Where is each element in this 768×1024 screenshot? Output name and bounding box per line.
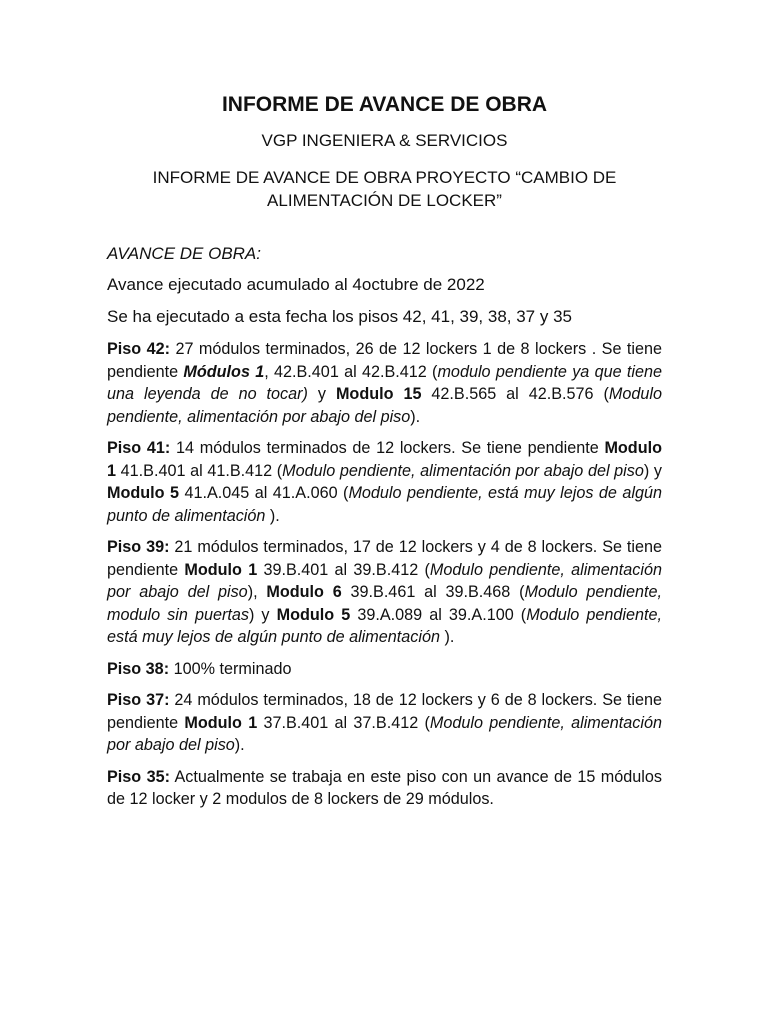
document-subtitle: INFORME DE AVANCE DE OBRA PROYECTO “CAMBIO DE ALIMENTACIÓN DE LOCKER” [152,168,617,210]
floor-39-module-c: Modulo 5 [276,605,351,624]
floor-42-module-b: Modulo 15 [335,385,422,403]
floor-39-module-b: Modulo 6 [266,583,342,601]
floor-37-text: ). [234,736,245,754]
floor-42-module-a: Módulos 1 [183,362,265,381]
floor-41-note: Modulo pendiente, alimentación por abajo del piso [282,461,644,480]
floor-41-label: Piso 41: [107,439,171,457]
company-name: VGP INGENIERA & SERVICIOS [261,131,508,150]
floor-37-text: 37.B.401 al 37.B.412 ( [257,713,430,732]
floor-38-text: 100% terminado [169,659,292,678]
floor-42-paragraph [107,338,662,428]
floor-41-module-a: Modulo 1 [107,439,662,480]
section-heading: AVANCE DE OBRA: [107,244,261,263]
floor-39-note: Modulo pendiente, modulo sin puertas [107,583,662,624]
floor-42-note: modulo pendiente ya que tiene una leyenda de no tocar) [107,362,662,403]
floor-41-note: Modulo pendiente, está muy lejos de algún punto de alimentación [107,484,662,525]
floor-39-text: 39.A.089 al 39.A.100 ( [350,605,527,624]
floor-39-text: ). [439,628,455,646]
floor-39-paragraph [107,536,662,649]
floor-37-paragraph [107,689,662,757]
floor-35-text: Actualmente se trabaja en este piso con un avance de 15 módulos de 12 locker y 2 modulos de 8 lockers de 29 módulos. [107,767,662,808]
report-page [107,92,662,820]
floor-39-text: 39.B.401 al 39.B.412 ( [257,560,430,579]
floor-39-text: ), [247,583,267,601]
floor-39-text: 39.B.461 al 39.B.468 ( [341,583,525,601]
floor-42-note: Modulo pendiente, alimentación por abajo del piso [107,385,662,426]
floor-41-text: 41.B.401 al 41.B.412 ( [116,461,283,480]
floor-41-text: ). [265,506,280,525]
floor-39-note: Modulo pendiente, está muy lejos de algún punto de alimentación [107,605,662,646]
floor-42-text: 42.B.565 al 42.B.576 ( [421,385,609,403]
floor-39-label: Piso 39: [107,538,170,556]
floor-42-text: 27 módulos terminados, 26 de 12 lockers 1 de 8 lockers . Se tiene pendiente [107,340,662,381]
floor-37-module-a: Modulo 1 [184,713,258,732]
floor-42-text: y [307,385,336,403]
floor-37-text: 24 módulos terminados, 18 de 12 lockers y 6 de 8 lockers. Se tiene pendiente [107,691,662,732]
floor-35-paragraph [107,766,662,811]
floor-38-paragraph [107,658,662,681]
floor-39-text: 21 módulos terminados, 17 de 12 lockers y 4 de 8 lockers. Se tiene pendiente [107,538,662,579]
floor-35-label: Piso 35: [107,767,170,786]
floor-37-note: Modulo pendiente, alimentación por abajo del piso [107,713,662,754]
floor-38-label: Piso 38: [107,659,170,678]
floor-41-text: ) y [643,461,662,480]
floor-41-text: 14 módulos terminados de 12 lockers. Se tiene pendiente [170,439,605,457]
floor-42-label: Piso 42: [107,340,171,358]
floor-37-label: Piso 37: [107,691,170,709]
floor-41-text: 41.A.045 al 41.A.060 ( [179,484,349,502]
floor-42-text: ). [410,407,421,426]
accumulated-progress: Avance ejecutado acumulado al 4octubre de 2022 [107,275,485,294]
floor-41-paragraph [107,437,662,527]
document-title: INFORME DE AVANCE DE OBRA [221,93,548,116]
floor-39-text: ) y [248,605,277,624]
executed-floors: Se ha ejecutado a esta fecha los pisos 42, 41, 39, 38, 37 y 35 [107,307,572,326]
floor-39-module-a: Modulo 1 [184,560,258,579]
floor-41-module-b: Modulo 5 [107,484,179,502]
floor-39-note: Modulo pendiente, alimentación por abajo del piso [107,560,662,601]
floor-42-text: , 42.B.401 al 42.B.412 ( [264,362,438,381]
